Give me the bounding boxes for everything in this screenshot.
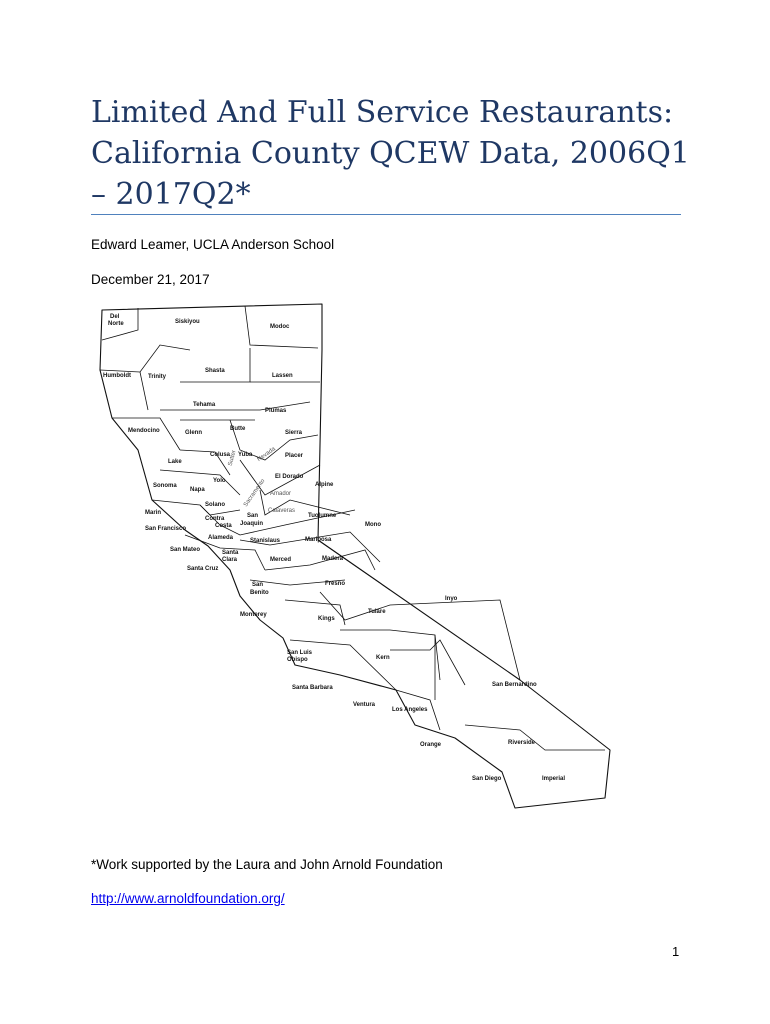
county-label: Marin [145,510,162,516]
county-label: Sacramento [242,478,267,509]
county-label: San Francisco [145,526,187,532]
document-title: Limited And Full Service Restaurants: California County QCEW Data, 2006Q1 – 2017Q2* [91,95,690,212]
foundation-link[interactable]: http://www.arnoldfoundation.org/ [91,891,285,906]
county-label: Plumas [265,408,287,414]
county-label: Colusa [210,452,231,458]
county-label: Imperial [542,776,566,782]
page-number: 1 [672,944,680,959]
county-label: Inyo [445,596,458,602]
county-label: Shasta [205,368,225,374]
county-label: Kings [318,616,335,622]
county-label: San Diego [472,776,502,782]
county-label: Riverside [508,740,536,746]
county-label: Tuolumne [308,513,337,519]
county-label: Trinity [148,374,167,380]
county-label: Merced [270,557,292,563]
funding-note: *Work supported by the Laura and John Arnold Foundation [91,857,443,872]
state-outline [100,304,610,808]
county-label: Yolo [213,478,226,484]
county-label: Los Angeles [392,707,428,713]
county-label: Kern [376,655,390,661]
county-label: Amador [270,491,292,497]
county-label: Siskiyou [175,319,200,325]
county-label: Santa [222,550,239,556]
county-label: Alpine [315,482,334,488]
county-label: Madera [322,556,344,562]
county-label: Mono [365,522,381,528]
county-label: Costa [215,523,232,529]
county-label: Lassen [272,373,293,379]
california-county-map [90,300,690,820]
county-label: Joaquin [240,521,264,527]
author-line: Edward Leamer, UCLA Anderson School [91,237,335,252]
county-label: Monterey [240,612,267,618]
county-label: San Luis [287,650,313,656]
county-label: Sutter [227,449,238,467]
county-label: San [247,513,259,519]
county-label: Tehama [193,402,216,408]
county-label: Fresno [325,581,346,587]
title-rule [91,214,681,215]
county-label: Mariposa [305,537,332,543]
county-label: Benito [250,590,269,596]
county-label: Modoc [270,324,290,330]
county-label: Nevada [256,446,277,463]
county-label: Norte [108,321,124,327]
county-label: Del [110,314,120,320]
county-label: Contra [205,516,225,522]
county-label: Sonoma [153,483,177,489]
county-label: Ventura [353,702,376,708]
county-label: San Bernardino [492,682,537,688]
county-label: Tulare [368,609,386,615]
county-label: Glenn [185,430,203,436]
county-label: Placer [285,453,304,459]
county-label: San Mateo [170,547,201,553]
county-label: Calaveras [268,508,296,514]
county-label: Humboldt [103,373,131,379]
county-label: Alameda [208,535,234,541]
county-label: Butte [230,426,246,432]
county-label: Orange [420,742,442,748]
county-label: Solano [205,502,226,508]
county-label: Clara [222,557,238,563]
county-label: San [252,582,264,588]
county-label: Stanislaus [250,538,281,544]
county-label: Napa [190,487,205,493]
county-label: Obispo [287,657,308,663]
county-label: Yuba [238,452,253,458]
date-line: December 21, 2017 [91,272,210,287]
county-label: Santa Cruz [187,566,219,572]
county-label: Sierra [285,430,303,436]
county-label: Mendocino [128,428,160,434]
county-label: Lake [168,459,182,465]
county-label: El Dorado [275,474,304,480]
county-label: Santa Barbara [292,685,333,691]
